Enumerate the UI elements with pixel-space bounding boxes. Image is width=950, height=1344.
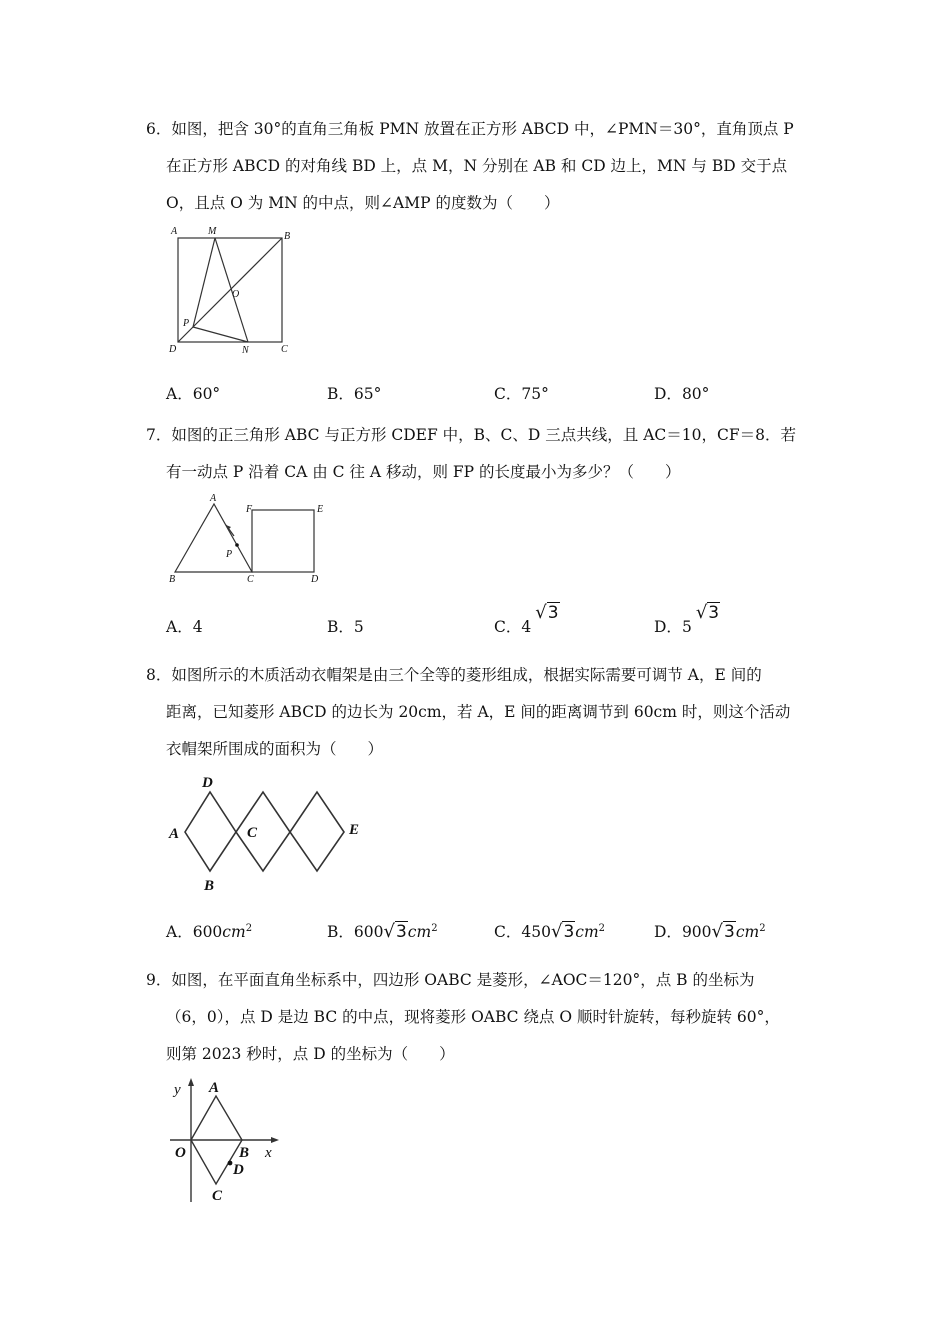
q7-options: [166, 602, 826, 645]
q6-label-b: B: [284, 231, 291, 242]
question-6: [146, 111, 826, 222]
q8-line-1: 8．如图所示的木质活动衣帽架是由三个全等的菱形组成，根据实际需要可调节 A，E 间的: [146, 666, 762, 684]
q6-label-o: O: [232, 289, 240, 300]
q8-line-3: 衣帽架所围成的面积为（ ）: [166, 740, 384, 758]
point-p-marker: [235, 543, 239, 547]
q8-c-radical: √3: [550, 921, 575, 942]
q8-label-a: A: [169, 826, 180, 842]
q7-c-radical: √3: [535, 602, 559, 623]
q8-options: [166, 920, 826, 950]
q7-figure: [160, 490, 340, 590]
q6-line-3: O，且点 O 为 MN 的中点，则∠AMP 的度数为（ ）: [166, 194, 560, 212]
q7-option-a[interactable]: A．4: [166, 618, 203, 636]
q7-label-a: A: [210, 493, 217, 504]
q6-option-d[interactable]: D．80°: [654, 385, 710, 403]
q8-option-a[interactable]: A．$600cm^2$: [166, 922, 253, 941]
q8-label-e: E: [349, 822, 360, 838]
q9-line-1: 9．如图，在平面直角坐标系中，四边形 OABC 是菱形，∠AOC＝120°，点 B 的坐标为: [146, 971, 755, 989]
question-7: [146, 417, 826, 491]
q7-label-b: B: [169, 574, 176, 585]
q8-option-b[interactable]: B．$600√3cm^2$: [327, 921, 438, 942]
q8-option-c[interactable]: C．$450√3cm^2$: [494, 921, 606, 942]
q6-label-a: A: [171, 226, 178, 237]
q9-line-3: 则第 2023 秒时，点 D 的坐标为（ ）: [166, 1045, 455, 1063]
q6-label-p: P: [183, 318, 190, 329]
q6-label-c: C: [281, 344, 288, 355]
q9-line-2: （6，0），点 D 是边 BC 的中点，现将菱形 OABC 绕点 O 顺时针旋转，每秒旋转 60°，: [166, 1008, 780, 1026]
q9-label-c: C: [212, 1188, 223, 1204]
q7-option-d[interactable]: D．5√3: [654, 602, 720, 636]
q7-d-radical: √3: [695, 602, 720, 623]
q6-line-1: 6．如图，把含 30°的直角三角板 PMN 放置在正方形 ABCD 中，∠PMN＝30°，直角顶点 P: [146, 120, 794, 138]
question-8: [146, 657, 826, 768]
question-9: [146, 962, 826, 1073]
q9-figure: [165, 1072, 290, 1207]
q8-option-d[interactable]: D．$900√3cm^2$: [654, 921, 766, 942]
q9-label-b: B: [239, 1145, 250, 1161]
q7-option-b[interactable]: B．5: [327, 618, 364, 636]
q6-option-b[interactable]: B．65°: [327, 385, 382, 403]
q6-label-n: N: [242, 345, 249, 356]
q6-line-2: 在正方形 ABCD 的对角线 BD 上，点 M，N 分别在 AB 和 CD 边上，MN 与 BD 交于点: [166, 157, 788, 175]
q7-label-e: E: [317, 504, 324, 515]
x-axis-arrow-icon: [271, 1137, 279, 1143]
q8-label-c: C: [247, 825, 258, 841]
q8-figure: [160, 770, 375, 895]
q6-figure: [165, 222, 295, 357]
q7-label-f: F: [246, 504, 253, 515]
q9-label-y: y: [174, 1082, 181, 1098]
q7-option-c[interactable]: C．4√3: [494, 602, 559, 636]
q7-label-c: C: [247, 574, 254, 585]
q7-line-2: 有一动点 P 沿着 CA 由 C 往 A 移动，则 FP 的长度最小为多少？（ ）: [166, 463, 681, 481]
q6-option-a[interactable]: A．60°: [166, 385, 221, 403]
q6-label-m: M: [208, 226, 217, 237]
q6-label-d: D: [169, 344, 177, 355]
q6-option-c[interactable]: C．75°: [494, 385, 549, 403]
q8-d-radical: √3: [711, 921, 735, 942]
q7-line-1: 7．如图的正三角形 ABC 与正方形 CDEF 中，B、C、D 三点共线，且 AC＝10，CF＝8．若: [146, 426, 796, 444]
q8-b-radical: √3: [383, 921, 407, 942]
q9-label-d: D: [233, 1162, 244, 1178]
q6-options: [166, 382, 826, 412]
q7-label-d: D: [311, 574, 319, 585]
point-d-marker: [228, 1161, 233, 1166]
q9-label-x: x: [265, 1145, 272, 1161]
q9-label-o: O: [175, 1145, 186, 1161]
q9-label-a: A: [209, 1080, 220, 1096]
q8-label-b: B: [204, 878, 215, 894]
q8-line-2: 距离，已知菱形 ABCD 的边长为 20cm，若 A，E 间的距离调节到 60cm 时，则这个活动: [166, 703, 791, 721]
q7-label-p: P: [226, 549, 233, 560]
q8-label-d: D: [202, 775, 213, 791]
y-axis-arrow-icon: [188, 1078, 194, 1086]
